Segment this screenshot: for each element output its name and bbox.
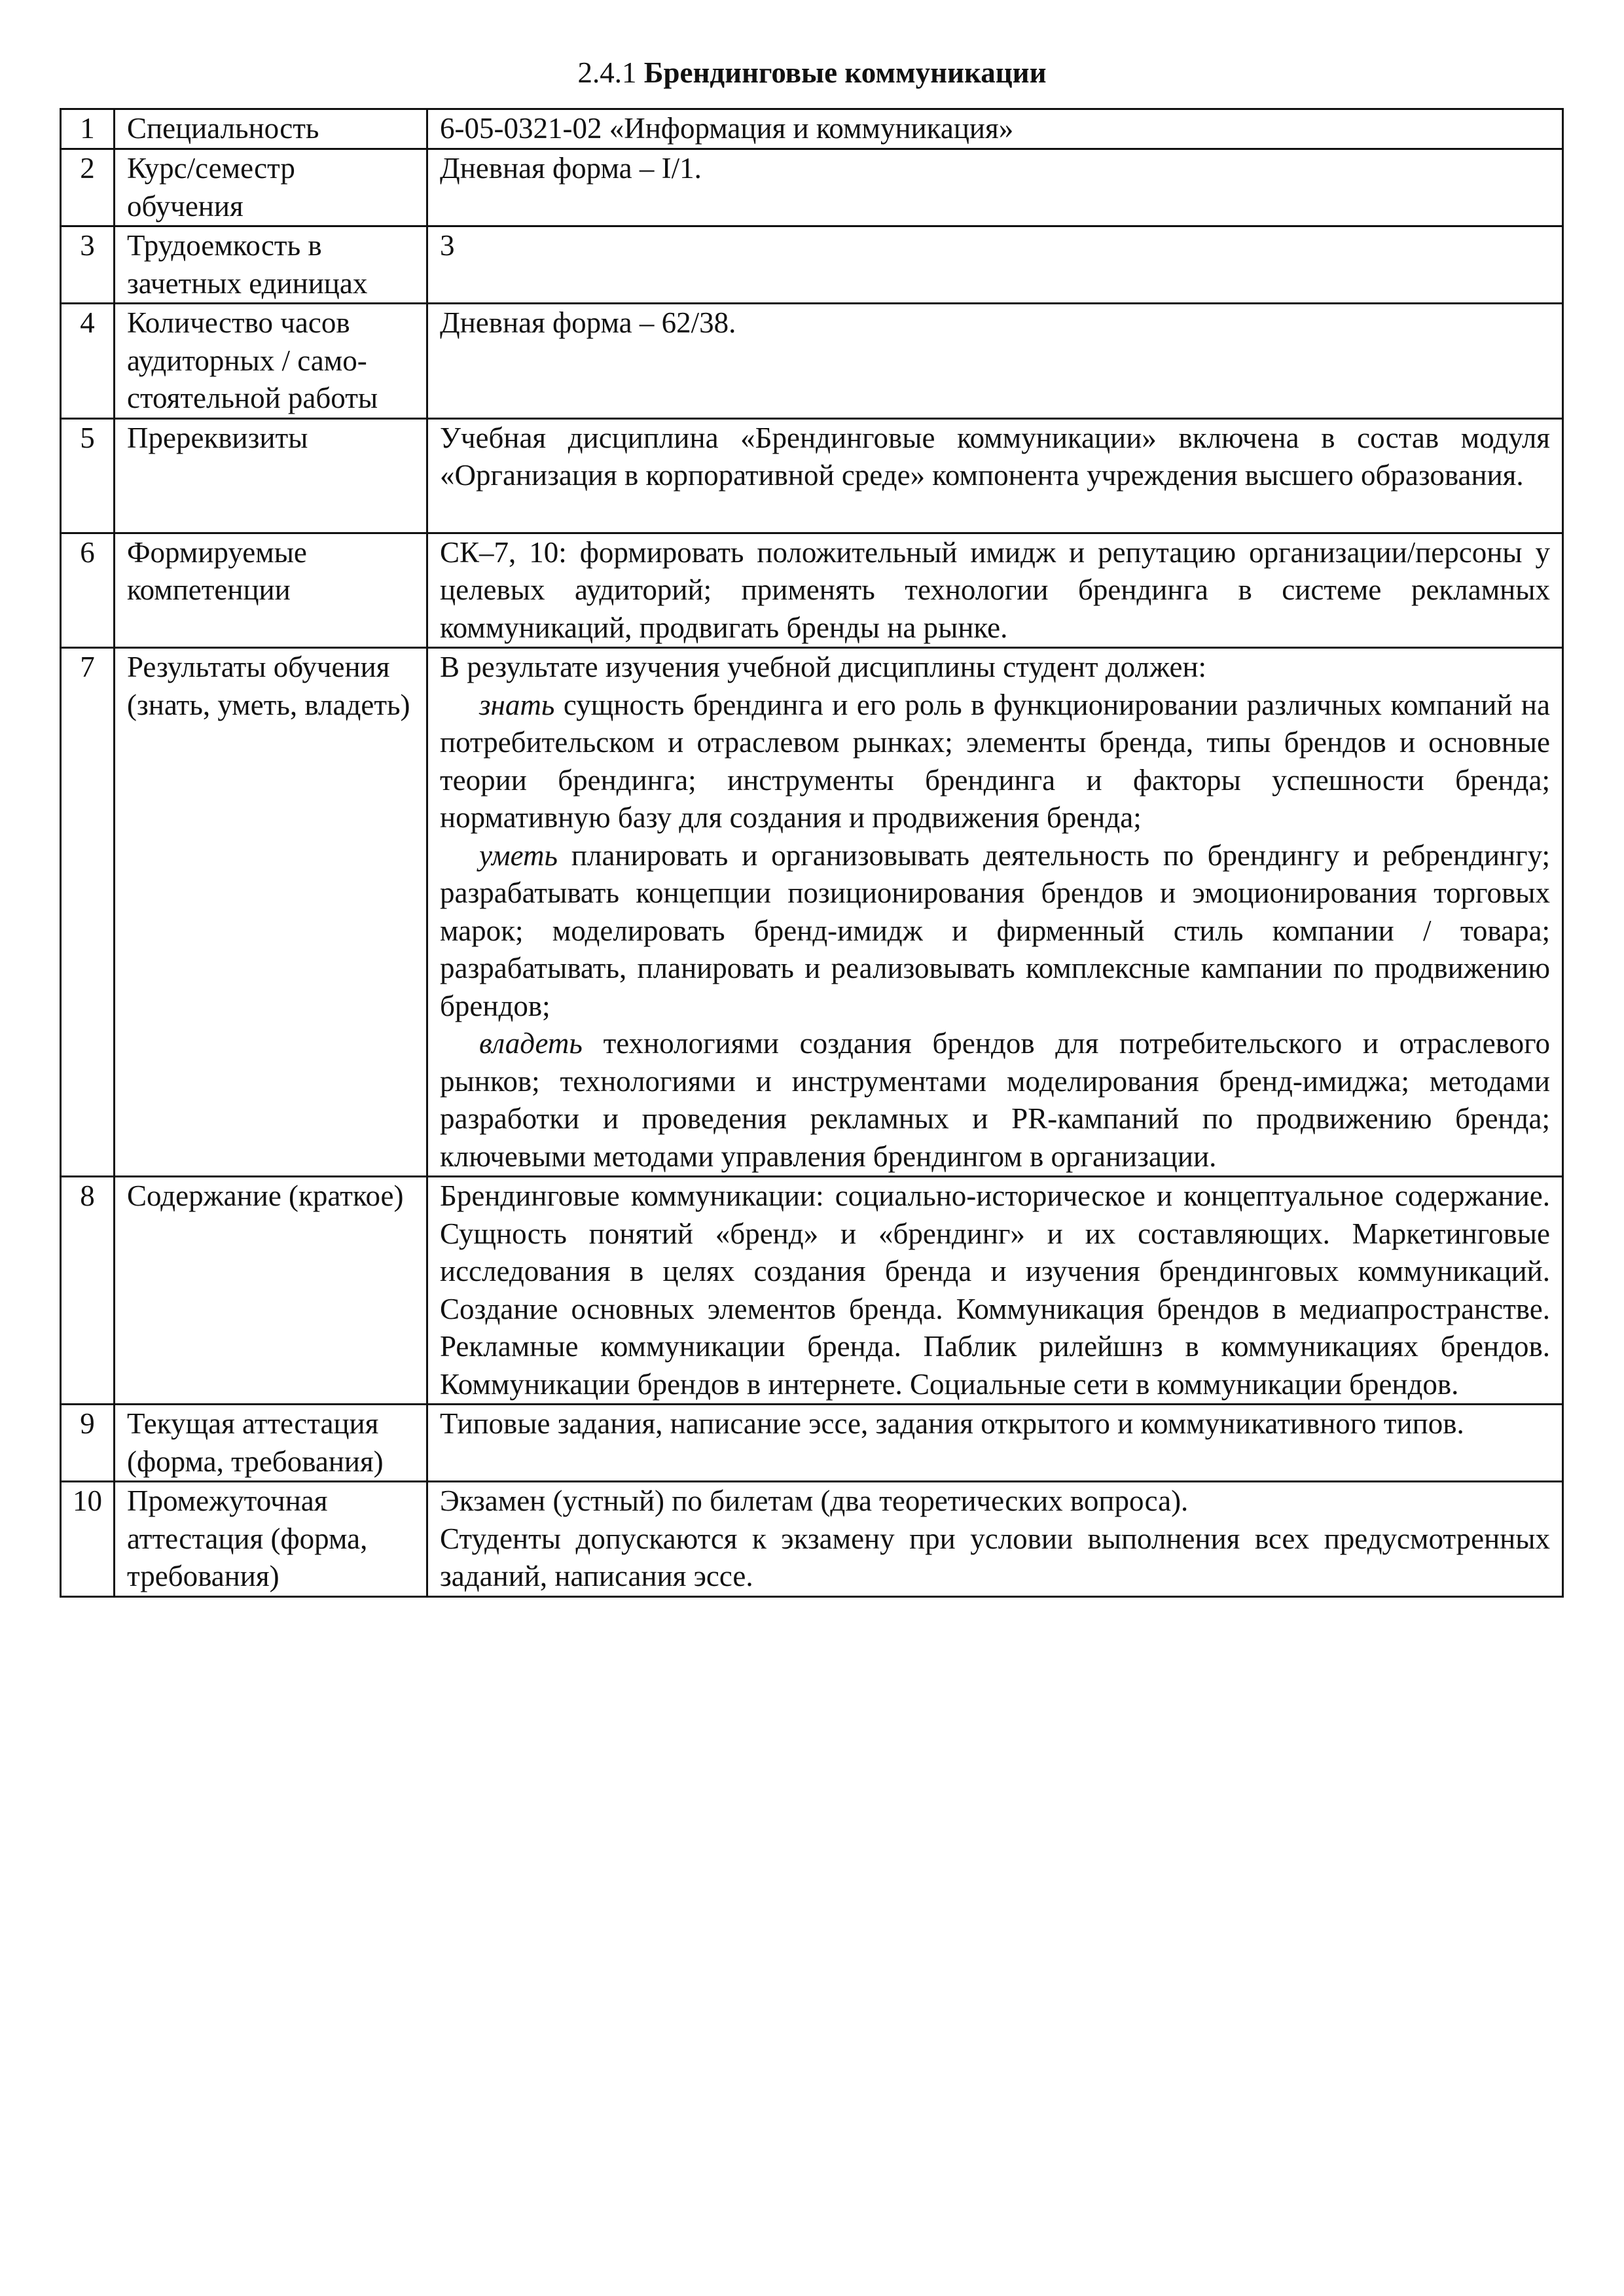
row-value: 6-05-0321-02 «Информация и коммуникация»	[427, 109, 1563, 149]
table-row	[61, 648, 1563, 1177]
row-label: Специальность	[115, 109, 427, 149]
table-row	[61, 533, 1563, 648]
row-label: Количество часов аудиторных / само-стоятельной работы	[115, 304, 427, 419]
outcomes-intro: В результате изучения учебной дисциплины студент должен:	[440, 651, 1207, 683]
row-label: Результаты обучения (знать, уметь, владеть)	[115, 648, 427, 1177]
row-label: Курс/семестр обучения	[115, 149, 427, 226]
row-number: 4	[61, 304, 115, 419]
table-row	[61, 1482, 1563, 1597]
table-row	[61, 109, 1563, 149]
section-title: Брендинговые коммуникации	[643, 56, 1047, 89]
own-term: владеть	[479, 1027, 583, 1060]
can-text: планировать и организовывать деятельность по брендингу и ребрендингу; разрабатывать концепции позиционирования брендов и эмоционирования торговых марок; моделировать бренд-имидж и фирменный стиль компании / товара; разрабатывать, планировать и реализовывать комплексные кампании по продвижению брендов;	[440, 838, 1550, 1022]
row-label: Промежуточная аттестация (форма, требования)	[115, 1482, 427, 1597]
know-term: знать	[479, 688, 555, 721]
table-row	[61, 304, 1563, 419]
row-number: 10	[61, 1482, 115, 1597]
row-label: Формируемые компетенции	[115, 533, 427, 648]
row-number: 5	[61, 418, 115, 533]
row-value	[427, 1482, 1563, 1597]
own-text: технологиями создания брендов для потребительского и отраслевого рынков; технологиями и инструментами моделирования бренд-имиджа; методами разработки и проведения рекламных и PR-кампаний по продвижению бренда; ключевыми методами управления брендингом в организации.	[440, 1027, 1550, 1173]
row-number: 7	[61, 648, 115, 1177]
table-row	[61, 418, 1563, 533]
row-label: Содержание (краткое)	[115, 1177, 427, 1405]
can-term: уметь	[479, 838, 558, 872]
row-number: 3	[61, 226, 115, 304]
syllabus-table	[60, 108, 1564, 1598]
row-number: 9	[61, 1405, 115, 1482]
row-label: Пререквизиты	[115, 418, 427, 533]
section-number: 2.4.1	[577, 56, 637, 89]
outcome-know	[440, 687, 1550, 837]
table-row	[61, 149, 1563, 226]
table-row	[61, 226, 1563, 304]
page-title	[0, 51, 1624, 94]
row-number: 1	[61, 109, 115, 149]
row-value: СК–7, 10: формировать положительный имидж и репутацию организации/персоны у целевых аудиторий; применять технологии брендинга в системе рекламных коммуникаций, продвигать бренды на рынке.	[427, 533, 1563, 648]
row-label: Трудоемкость в зачетных единицах	[115, 226, 427, 304]
row-value: Учебная дисциплина «Брендинговые коммуникации» включена в состав модуля «Организация в корпоративной среде» компонента учреждения высшего образования.	[427, 418, 1563, 533]
row-value: Типовые задания, написание эссе, задания открытого и коммуникативного типов.	[427, 1405, 1563, 1482]
row-value: Дневная форма – I/1.	[427, 149, 1563, 226]
learning-outcomes	[427, 648, 1563, 1177]
row-number: 6	[61, 533, 115, 648]
row-number: 2	[61, 149, 115, 226]
row-value: Брендинговые коммуникации: социально-историческое и концептуальное содержание. Сущность понятий «бренд» и «брендинг» и их составляющих. Маркетинговые исследования в целях создания бренда и изучения брендинговых коммуникаций. Создание основных элементов бренда. Коммуникация брендов в медиапространстве. Рекламные коммуникации бренда. Паблик рилейшнз в коммуникациях брендов. Коммуникации брендов в интернете. Социальные сети в коммуникации брендов.	[427, 1177, 1563, 1405]
row-number: 8	[61, 1177, 115, 1405]
row-label: Текущая аттестация (форма, требования)	[115, 1405, 427, 1482]
exam-admission: Студенты допускаются к экзамену при условии выполнения всех предусмотренных заданий, написания эссе.	[440, 1522, 1550, 1592]
know-text: сущность брендинга и его роль в функционировании различных компаний на потребительском и отраслевом рынках; элементы бренда, типы брендов и основные теории брендинга; инструменты брендинга и факторы успешности бренда; нормативную базу для создания и продвижения бренда;	[440, 688, 1550, 834]
outcome-can	[440, 837, 1550, 1026]
row-value: Дневная форма – 62/38.	[427, 304, 1563, 419]
row-value: 3	[427, 226, 1563, 304]
exam-form: Экзамен (устный) по билетам (два теоретических вопроса).	[440, 1484, 1189, 1517]
table-row	[61, 1177, 1563, 1405]
outcome-own	[440, 1025, 1550, 1175]
table-row	[61, 1405, 1563, 1482]
